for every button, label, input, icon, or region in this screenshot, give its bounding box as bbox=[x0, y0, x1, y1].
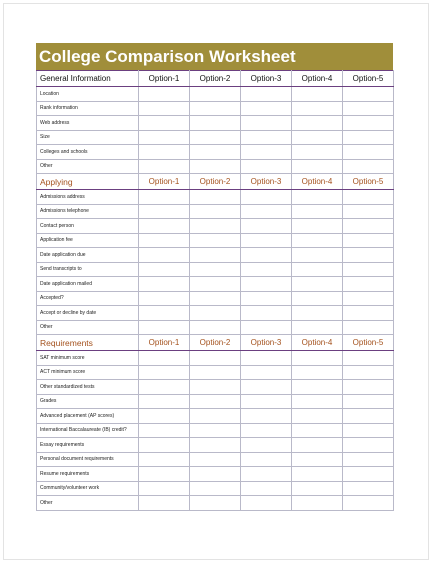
option-cell[interactable] bbox=[343, 101, 394, 116]
option-cell[interactable] bbox=[139, 204, 190, 219]
option-cell[interactable] bbox=[343, 204, 394, 219]
option-cell[interactable] bbox=[343, 248, 394, 263]
option-column-header: Option-4 bbox=[292, 71, 343, 87]
option-cell[interactable] bbox=[190, 452, 241, 467]
option-cell[interactable] bbox=[190, 496, 241, 511]
option-cell[interactable] bbox=[241, 101, 292, 116]
option-cell[interactable] bbox=[190, 262, 241, 277]
option-cell[interactable] bbox=[343, 233, 394, 248]
option-cell[interactable] bbox=[292, 481, 343, 496]
option-cell[interactable] bbox=[241, 262, 292, 277]
option-cell[interactable] bbox=[292, 467, 343, 482]
row-label: Grades bbox=[37, 394, 139, 409]
option-cell[interactable] bbox=[190, 145, 241, 160]
option-cell[interactable] bbox=[139, 467, 190, 482]
option-cell[interactable] bbox=[241, 351, 292, 366]
option-cell[interactable] bbox=[190, 101, 241, 116]
section-heading: General Information bbox=[37, 71, 139, 87]
option-cell[interactable] bbox=[343, 351, 394, 366]
option-cell[interactable] bbox=[139, 481, 190, 496]
option-cell[interactable] bbox=[292, 219, 343, 234]
option-cell[interactable] bbox=[190, 159, 241, 174]
option-cell[interactable] bbox=[343, 145, 394, 160]
option-cell[interactable] bbox=[292, 87, 343, 102]
option-column-header: Option-4 bbox=[292, 335, 343, 351]
option-cell[interactable] bbox=[292, 248, 343, 263]
option-cell[interactable] bbox=[292, 365, 343, 380]
row-label: Resume requirements bbox=[37, 467, 139, 482]
section-header-row bbox=[37, 71, 394, 87]
option-cell[interactable] bbox=[139, 116, 190, 131]
table-row bbox=[37, 351, 394, 366]
option-column-header: Option-5 bbox=[343, 335, 394, 351]
table-row bbox=[37, 394, 394, 409]
option-cell[interactable] bbox=[241, 365, 292, 380]
row-label: Location bbox=[37, 87, 139, 102]
option-cell[interactable] bbox=[292, 394, 343, 409]
table-row bbox=[37, 233, 394, 248]
option-cell[interactable] bbox=[292, 233, 343, 248]
option-cell[interactable] bbox=[190, 190, 241, 205]
option-cell[interactable] bbox=[241, 87, 292, 102]
option-cell[interactable] bbox=[343, 467, 394, 482]
worksheet-title: College Comparison Worksheet bbox=[36, 43, 393, 70]
table-row bbox=[37, 306, 394, 321]
option-column-header: Option-1 bbox=[139, 174, 190, 190]
option-cell[interactable] bbox=[139, 438, 190, 453]
option-cell[interactable] bbox=[292, 306, 343, 321]
option-cell[interactable] bbox=[292, 130, 343, 145]
row-label: Other bbox=[37, 320, 139, 335]
option-cell[interactable] bbox=[139, 262, 190, 277]
row-label: Other bbox=[37, 496, 139, 511]
option-cell[interactable] bbox=[292, 409, 343, 424]
option-column-header: Option-5 bbox=[343, 71, 394, 87]
table-row bbox=[37, 481, 394, 496]
option-cell[interactable] bbox=[190, 291, 241, 306]
table-row bbox=[37, 190, 394, 205]
option-cell[interactable] bbox=[241, 145, 292, 160]
option-column-header: Option-1 bbox=[139, 335, 190, 351]
row-label: Rank information bbox=[37, 101, 139, 116]
option-cell[interactable] bbox=[292, 291, 343, 306]
option-cell[interactable] bbox=[241, 204, 292, 219]
option-column-header: Option-3 bbox=[241, 174, 292, 190]
option-cell[interactable] bbox=[241, 438, 292, 453]
option-cell[interactable] bbox=[343, 409, 394, 424]
option-cell[interactable] bbox=[343, 116, 394, 131]
option-cell[interactable] bbox=[190, 87, 241, 102]
option-cell[interactable] bbox=[139, 219, 190, 234]
option-cell[interactable] bbox=[190, 248, 241, 263]
option-cell[interactable] bbox=[343, 365, 394, 380]
table-row bbox=[37, 365, 394, 380]
option-cell[interactable] bbox=[190, 219, 241, 234]
option-cell[interactable] bbox=[343, 452, 394, 467]
section-header-row bbox=[37, 335, 394, 351]
option-cell[interactable] bbox=[343, 438, 394, 453]
option-cell[interactable] bbox=[241, 423, 292, 438]
table-row bbox=[37, 380, 394, 395]
option-cell[interactable] bbox=[343, 87, 394, 102]
option-cell[interactable] bbox=[139, 190, 190, 205]
option-cell[interactable] bbox=[139, 248, 190, 263]
row-label: Personal document requirements bbox=[37, 452, 139, 467]
option-cell[interactable] bbox=[292, 423, 343, 438]
option-cell[interactable] bbox=[343, 262, 394, 277]
option-cell[interactable] bbox=[343, 291, 394, 306]
option-column-header: Option-1 bbox=[139, 71, 190, 87]
option-cell[interactable] bbox=[241, 320, 292, 335]
option-cell[interactable] bbox=[190, 438, 241, 453]
option-cell[interactable] bbox=[292, 496, 343, 511]
option-cell[interactable] bbox=[343, 394, 394, 409]
worksheet bbox=[36, 43, 393, 511]
table-row bbox=[37, 248, 394, 263]
table-row bbox=[37, 145, 394, 160]
row-label: Admissions telephone bbox=[37, 204, 139, 219]
option-cell[interactable] bbox=[292, 101, 343, 116]
option-cell[interactable] bbox=[139, 233, 190, 248]
option-cell[interactable] bbox=[190, 365, 241, 380]
option-cell[interactable] bbox=[241, 481, 292, 496]
option-cell[interactable] bbox=[190, 351, 241, 366]
option-cell[interactable] bbox=[241, 380, 292, 395]
table-row bbox=[37, 409, 394, 424]
option-column-header: Option-3 bbox=[241, 335, 292, 351]
option-cell[interactable] bbox=[241, 291, 292, 306]
option-cell[interactable] bbox=[343, 159, 394, 174]
option-cell[interactable] bbox=[190, 204, 241, 219]
option-column-header: Option-5 bbox=[343, 174, 394, 190]
option-cell[interactable] bbox=[139, 130, 190, 145]
option-cell[interactable] bbox=[343, 481, 394, 496]
row-label: Application fee bbox=[37, 233, 139, 248]
table-row bbox=[37, 101, 394, 116]
row-label: Size bbox=[37, 130, 139, 145]
row-label: ACT minimum score bbox=[37, 365, 139, 380]
row-label: Essay requirements bbox=[37, 438, 139, 453]
option-cell[interactable] bbox=[292, 190, 343, 205]
row-label: Other bbox=[37, 159, 139, 174]
option-cell[interactable] bbox=[139, 351, 190, 366]
option-cell[interactable] bbox=[139, 101, 190, 116]
option-cell[interactable] bbox=[241, 306, 292, 321]
option-cell[interactable] bbox=[139, 365, 190, 380]
option-column-header: Option-2 bbox=[190, 71, 241, 87]
option-cell[interactable] bbox=[190, 116, 241, 131]
option-cell[interactable] bbox=[139, 394, 190, 409]
option-cell[interactable] bbox=[343, 190, 394, 205]
option-cell[interactable] bbox=[190, 277, 241, 292]
option-cell[interactable] bbox=[343, 320, 394, 335]
option-cell[interactable] bbox=[343, 277, 394, 292]
option-cell[interactable] bbox=[241, 130, 292, 145]
option-cell[interactable] bbox=[139, 380, 190, 395]
table-row bbox=[37, 291, 394, 306]
option-cell[interactable] bbox=[292, 262, 343, 277]
option-cell[interactable] bbox=[139, 277, 190, 292]
table-row bbox=[37, 277, 394, 292]
option-cell[interactable] bbox=[139, 496, 190, 511]
row-label: Community/volunteer work bbox=[37, 481, 139, 496]
option-cell[interactable] bbox=[139, 452, 190, 467]
option-cell[interactable] bbox=[190, 306, 241, 321]
option-cell[interactable] bbox=[343, 130, 394, 145]
row-label: Colleges and schools bbox=[37, 145, 139, 160]
table-row bbox=[37, 219, 394, 234]
option-cell[interactable] bbox=[292, 351, 343, 366]
option-cell[interactable] bbox=[241, 116, 292, 131]
option-cell[interactable] bbox=[292, 320, 343, 335]
option-cell[interactable] bbox=[190, 380, 241, 395]
option-cell[interactable] bbox=[292, 452, 343, 467]
option-cell[interactable] bbox=[343, 306, 394, 321]
table-row bbox=[37, 438, 394, 453]
option-cell[interactable] bbox=[343, 423, 394, 438]
option-cell[interactable] bbox=[139, 306, 190, 321]
option-column-header: Option-2 bbox=[190, 335, 241, 351]
option-cell[interactable] bbox=[190, 409, 241, 424]
row-label: Other standardized tests bbox=[37, 380, 139, 395]
option-cell[interactable] bbox=[139, 409, 190, 424]
option-cell[interactable] bbox=[292, 204, 343, 219]
option-column-header: Option-4 bbox=[292, 174, 343, 190]
option-cell[interactable] bbox=[190, 233, 241, 248]
table-row bbox=[37, 87, 394, 102]
row-label: International Baccalaureate (IB) credit? bbox=[37, 423, 139, 438]
row-label: Date application mailed bbox=[37, 277, 139, 292]
option-cell[interactable] bbox=[292, 438, 343, 453]
section-heading: Requirements bbox=[37, 335, 139, 351]
option-cell[interactable] bbox=[190, 423, 241, 438]
table-row bbox=[37, 130, 394, 145]
option-column-header: Option-3 bbox=[241, 71, 292, 87]
row-label: Send transcripts to bbox=[37, 262, 139, 277]
table-row bbox=[37, 116, 394, 131]
option-cell[interactable] bbox=[343, 219, 394, 234]
option-cell[interactable] bbox=[139, 423, 190, 438]
option-cell[interactable] bbox=[241, 159, 292, 174]
option-column-header: Option-2 bbox=[190, 174, 241, 190]
row-label: SAT minimum score bbox=[37, 351, 139, 366]
option-cell[interactable] bbox=[139, 291, 190, 306]
table-row bbox=[37, 467, 394, 482]
option-cell[interactable] bbox=[139, 145, 190, 160]
row-label: Accept or decline by date bbox=[37, 306, 139, 321]
table-row bbox=[37, 262, 394, 277]
row-label: Web address bbox=[37, 116, 139, 131]
row-label: Admissions address bbox=[37, 190, 139, 205]
option-cell[interactable] bbox=[139, 159, 190, 174]
option-cell[interactable] bbox=[241, 277, 292, 292]
option-cell[interactable] bbox=[241, 233, 292, 248]
option-cell[interactable] bbox=[190, 394, 241, 409]
option-cell[interactable] bbox=[292, 116, 343, 131]
option-cell[interactable] bbox=[139, 87, 190, 102]
option-cell[interactable] bbox=[190, 467, 241, 482]
table-row bbox=[37, 452, 394, 467]
option-cell[interactable] bbox=[241, 496, 292, 511]
comparison-table bbox=[36, 70, 394, 511]
table-row bbox=[37, 423, 394, 438]
option-cell[interactable] bbox=[241, 248, 292, 263]
option-cell[interactable] bbox=[241, 409, 292, 424]
table-row bbox=[37, 159, 394, 174]
table-row bbox=[37, 204, 394, 219]
section-header-row bbox=[37, 174, 394, 190]
option-cell[interactable] bbox=[190, 130, 241, 145]
option-cell[interactable] bbox=[292, 380, 343, 395]
option-cell[interactable] bbox=[241, 190, 292, 205]
option-cell[interactable] bbox=[190, 320, 241, 335]
row-label: Contact person bbox=[37, 219, 139, 234]
option-cell[interactable] bbox=[241, 467, 292, 482]
option-cell[interactable] bbox=[241, 452, 292, 467]
row-label: Accepted? bbox=[37, 291, 139, 306]
table-row bbox=[37, 496, 394, 511]
row-label: Date application due bbox=[37, 248, 139, 263]
option-cell[interactable] bbox=[139, 320, 190, 335]
option-cell[interactable] bbox=[343, 380, 394, 395]
option-cell[interactable] bbox=[241, 219, 292, 234]
option-cell[interactable] bbox=[241, 394, 292, 409]
option-cell[interactable] bbox=[190, 481, 241, 496]
table-row bbox=[37, 320, 394, 335]
section-heading: Applying bbox=[37, 174, 139, 190]
option-cell[interactable] bbox=[343, 496, 394, 511]
row-label: Advanced placement (AP scores) bbox=[37, 409, 139, 424]
option-cell[interactable] bbox=[292, 145, 343, 160]
option-cell[interactable] bbox=[292, 159, 343, 174]
option-cell[interactable] bbox=[292, 277, 343, 292]
